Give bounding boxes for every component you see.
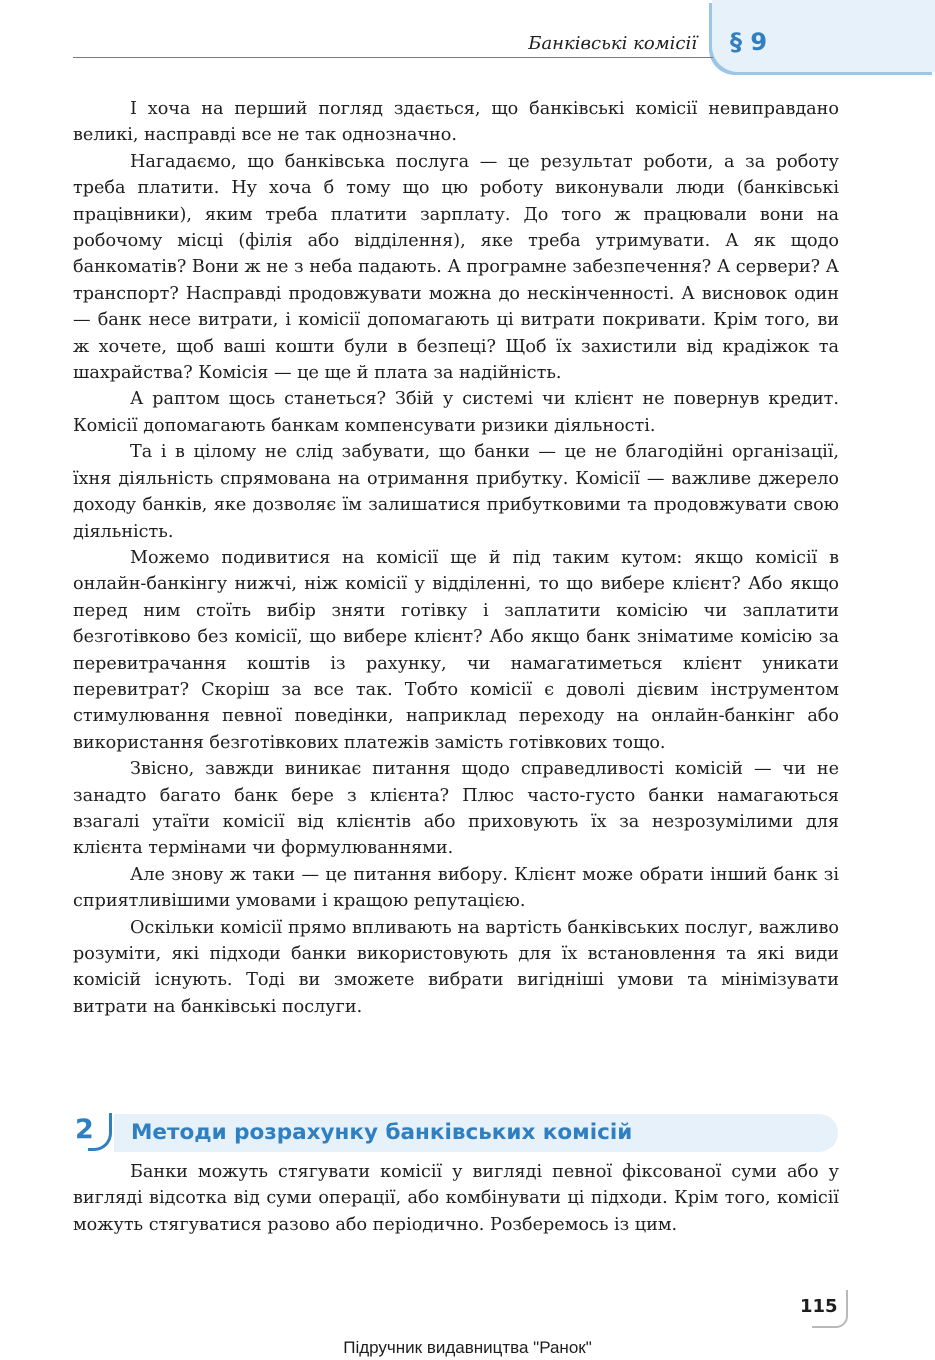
paragraph: Але знову ж таки — це питання вибору. Клієнт може обрати інший банк зі сприятливішими умовами і кращою репутацією. — [73, 864, 839, 912]
body-text — [73, 96, 839, 1020]
section-number: 2 — [75, 1114, 94, 1145]
section-mark: § 9 — [730, 28, 768, 56]
paragraph: Оскільки комісії прямо впливають на вартість банківських послуг, важливо розуміти, які підходи банки використовують для їх встановлення та які види комісій існують. Тоді ви зможете вибрати вигідніші умови та мінімізувати витрати на банківські послуги. — [73, 917, 839, 1017]
running-title: Банківські комісії — [528, 33, 697, 54]
section-body-text — [73, 1159, 839, 1238]
publisher-footer: Підручник видавництва "Ранок" — [343, 1338, 592, 1357]
paragraph: Та і в цілому не слід забувати, що банки — це не благодійні організації, їхня діяльність спрямована на отримання прибутку. Комісії — важливе джерело доходу банків, яке дозволяє їм залишатися прибутковими та продовжувати свою діяльність. — [73, 442, 839, 542]
paragraph: А раптом щось станеться? Збій у системі чи клієнт не повернув кредит. Комісії допомагають банкам компенсувати ризики діяльності. — [73, 389, 839, 436]
header-rule — [73, 57, 713, 58]
paragraph: Звісно, завжди виникає питання щодо справедливості комісій — чи не занадто багато банк бере з клієнта? Плюс часто-густо банки намагаються взагалі утаїти комісії від клієнтів або приховують їх за незрозумілими для клієнта термінами чи формулюваннями. — [73, 759, 839, 859]
paragraph: Можемо подивитися на комісії ще й під таким кутом: якщо комісії в онлайн-банкінгу нижчі, ніж комісії у відділенні, то що вибере клієнт? Або якщо перед ним стоїть вибір зняти готівку і заплатити комісію чи заплатити безготівково без комісії, що вибере клієнт? Або якщо банк зніматиме комісію за перевитрачання коштів із рахунку, чи намагатиметься клієнт уникати перевитрат? Скоріш за все так. Тобто комісії є доволі дієвим інструментом стимулювання певної поведінки, наприклад переходу на онлайн-банкінг або використання безготівкових платежів замість готівкових тощо. — [73, 547, 839, 753]
section-heading: Методи розрахунку банківських комісій — [131, 1120, 633, 1145]
paragraph: І хоча на перший погляд здається, що банківські комісії невиправдано великі, насправді все не так однозначно. — [73, 99, 839, 146]
page-number: 115 — [800, 1296, 838, 1317]
paragraph: Нагадаємо, що банківська послуга — це результат роботи, а за роботу треба платити. Ну хоча б тому що цю роботу виконували люди (банківські працівники), яким треба платити зарплату. До того ж працювали вони на робочому місці (філія або відділення), яке треба утримувати. А як щодо банкоматів? Вони ж не з неба падають. А програмне забезпечення? А сервери? А транспорт? Насправді продовжувати можна до нескінченності. А висновок один — банк несе витрати, і комісії допомагають ці витрати покривати. Крім того, ви ж хочете, щоб ваші кошти були в безпеці? Щоб їх захистили від крадіжок та шахрайства? Комісія — це ще й плата за надійність. — [73, 151, 839, 384]
paragraph: Банки можуть стягувати комісії у вигляді певної фіксованої суми або у вигляді відсотка від суми операції, або комбінувати ці підходи. Крім того, комісії можуть стягуватися разово або періодично. Розберемось із цим. — [73, 1162, 839, 1235]
